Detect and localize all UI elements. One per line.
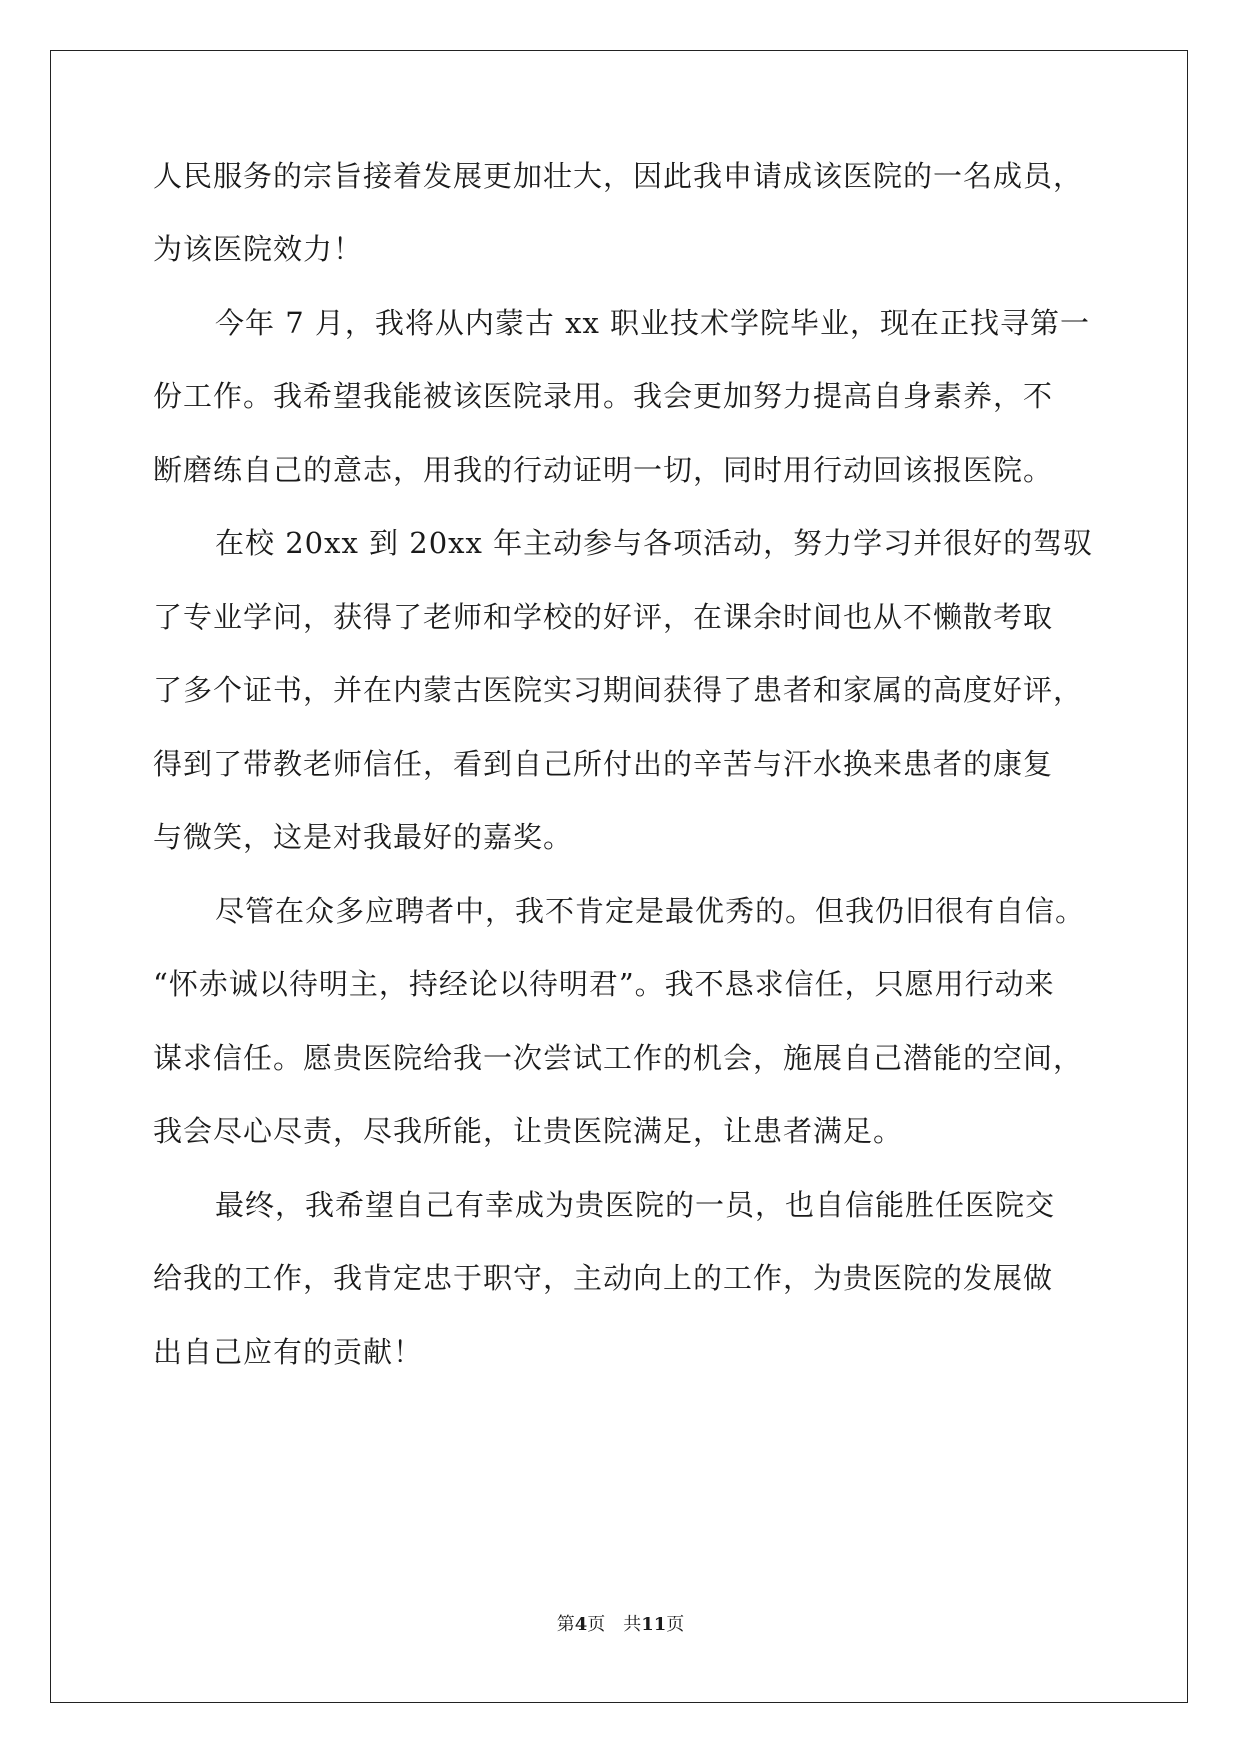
body-line-6: 在校 20xx 到 20xx 年主动参与各项活动，努力学习并很好的驾驭 [215, 526, 1094, 560]
footer-total-suffix: 页 [666, 1614, 685, 1635]
body-line-1: 人民服务的宗旨接着发展更加壮大，因此我申请成该医院的一名成员， [153, 159, 1084, 193]
body-line-9: 得到了带教老师信任，看到自己所付出的辛苦与汗水换来患者的康复 [153, 747, 1054, 781]
body-line-14: 我会尽心尽责，尽我所能，让贵医院满足，让患者满足。 [153, 1114, 904, 1148]
body-line-13: 谋求信任。愿贵医院给我一次尝试工作的机会，施展自己潜能的空间， [153, 1041, 1084, 1075]
body-line-11: 尽管在众多应聘者中，我不肯定是最优秀的。但我仍旧很有自信。 [215, 894, 1086, 928]
body-line-8: 了多个证书，并在内蒙古医院实习期间获得了患者和家属的高度好评， [153, 673, 1084, 707]
footer-page-number: 4 [574, 1614, 588, 1635]
body-line-3: 今年 7 月，我将从内蒙古 xx 职业技术学院毕业，现在正找寻第一 [215, 306, 1091, 340]
footer-total-pages: 11 [641, 1614, 667, 1635]
body-line-12: “怀赤诚以待明主，持经论以待明君”。我不恳求信任，只愿用行动来 [153, 967, 1055, 1001]
footer-page-prefix: 第 [556, 1614, 575, 1635]
body-line-5: 断磨练自己的意志，用我的行动证明一切，同时用行动回该报医院。 [153, 453, 1054, 487]
body-line-16: 给我的工作，我肯定忠于职守，主动向上的工作，为贵医院的发展做 [153, 1261, 1054, 1295]
footer-total-prefix: 共 [623, 1614, 642, 1635]
body-line-7: 了专业学问，获得了老师和学校的好评，在课余时间也从不懒散考取 [153, 600, 1054, 634]
page-footer [0, 1613, 1241, 1637]
body-line-15: 最终，我希望自己有幸成为贵医院的一员，也自信能胜任医院交 [215, 1188, 1056, 1222]
body-line-2: 为该医院效力！ [153, 232, 364, 266]
body-line-10: 与微笑，这是对我最好的嘉奖。 [153, 820, 574, 854]
page-border [50, 50, 1188, 1703]
body-line-17: 出自己应有的贡献！ [153, 1335, 424, 1369]
body-line-4: 份工作。我希望我能被该医院录用。我会更加努力提高自身素养，不 [153, 379, 1054, 413]
footer-page-suffix: 页 [587, 1614, 606, 1635]
